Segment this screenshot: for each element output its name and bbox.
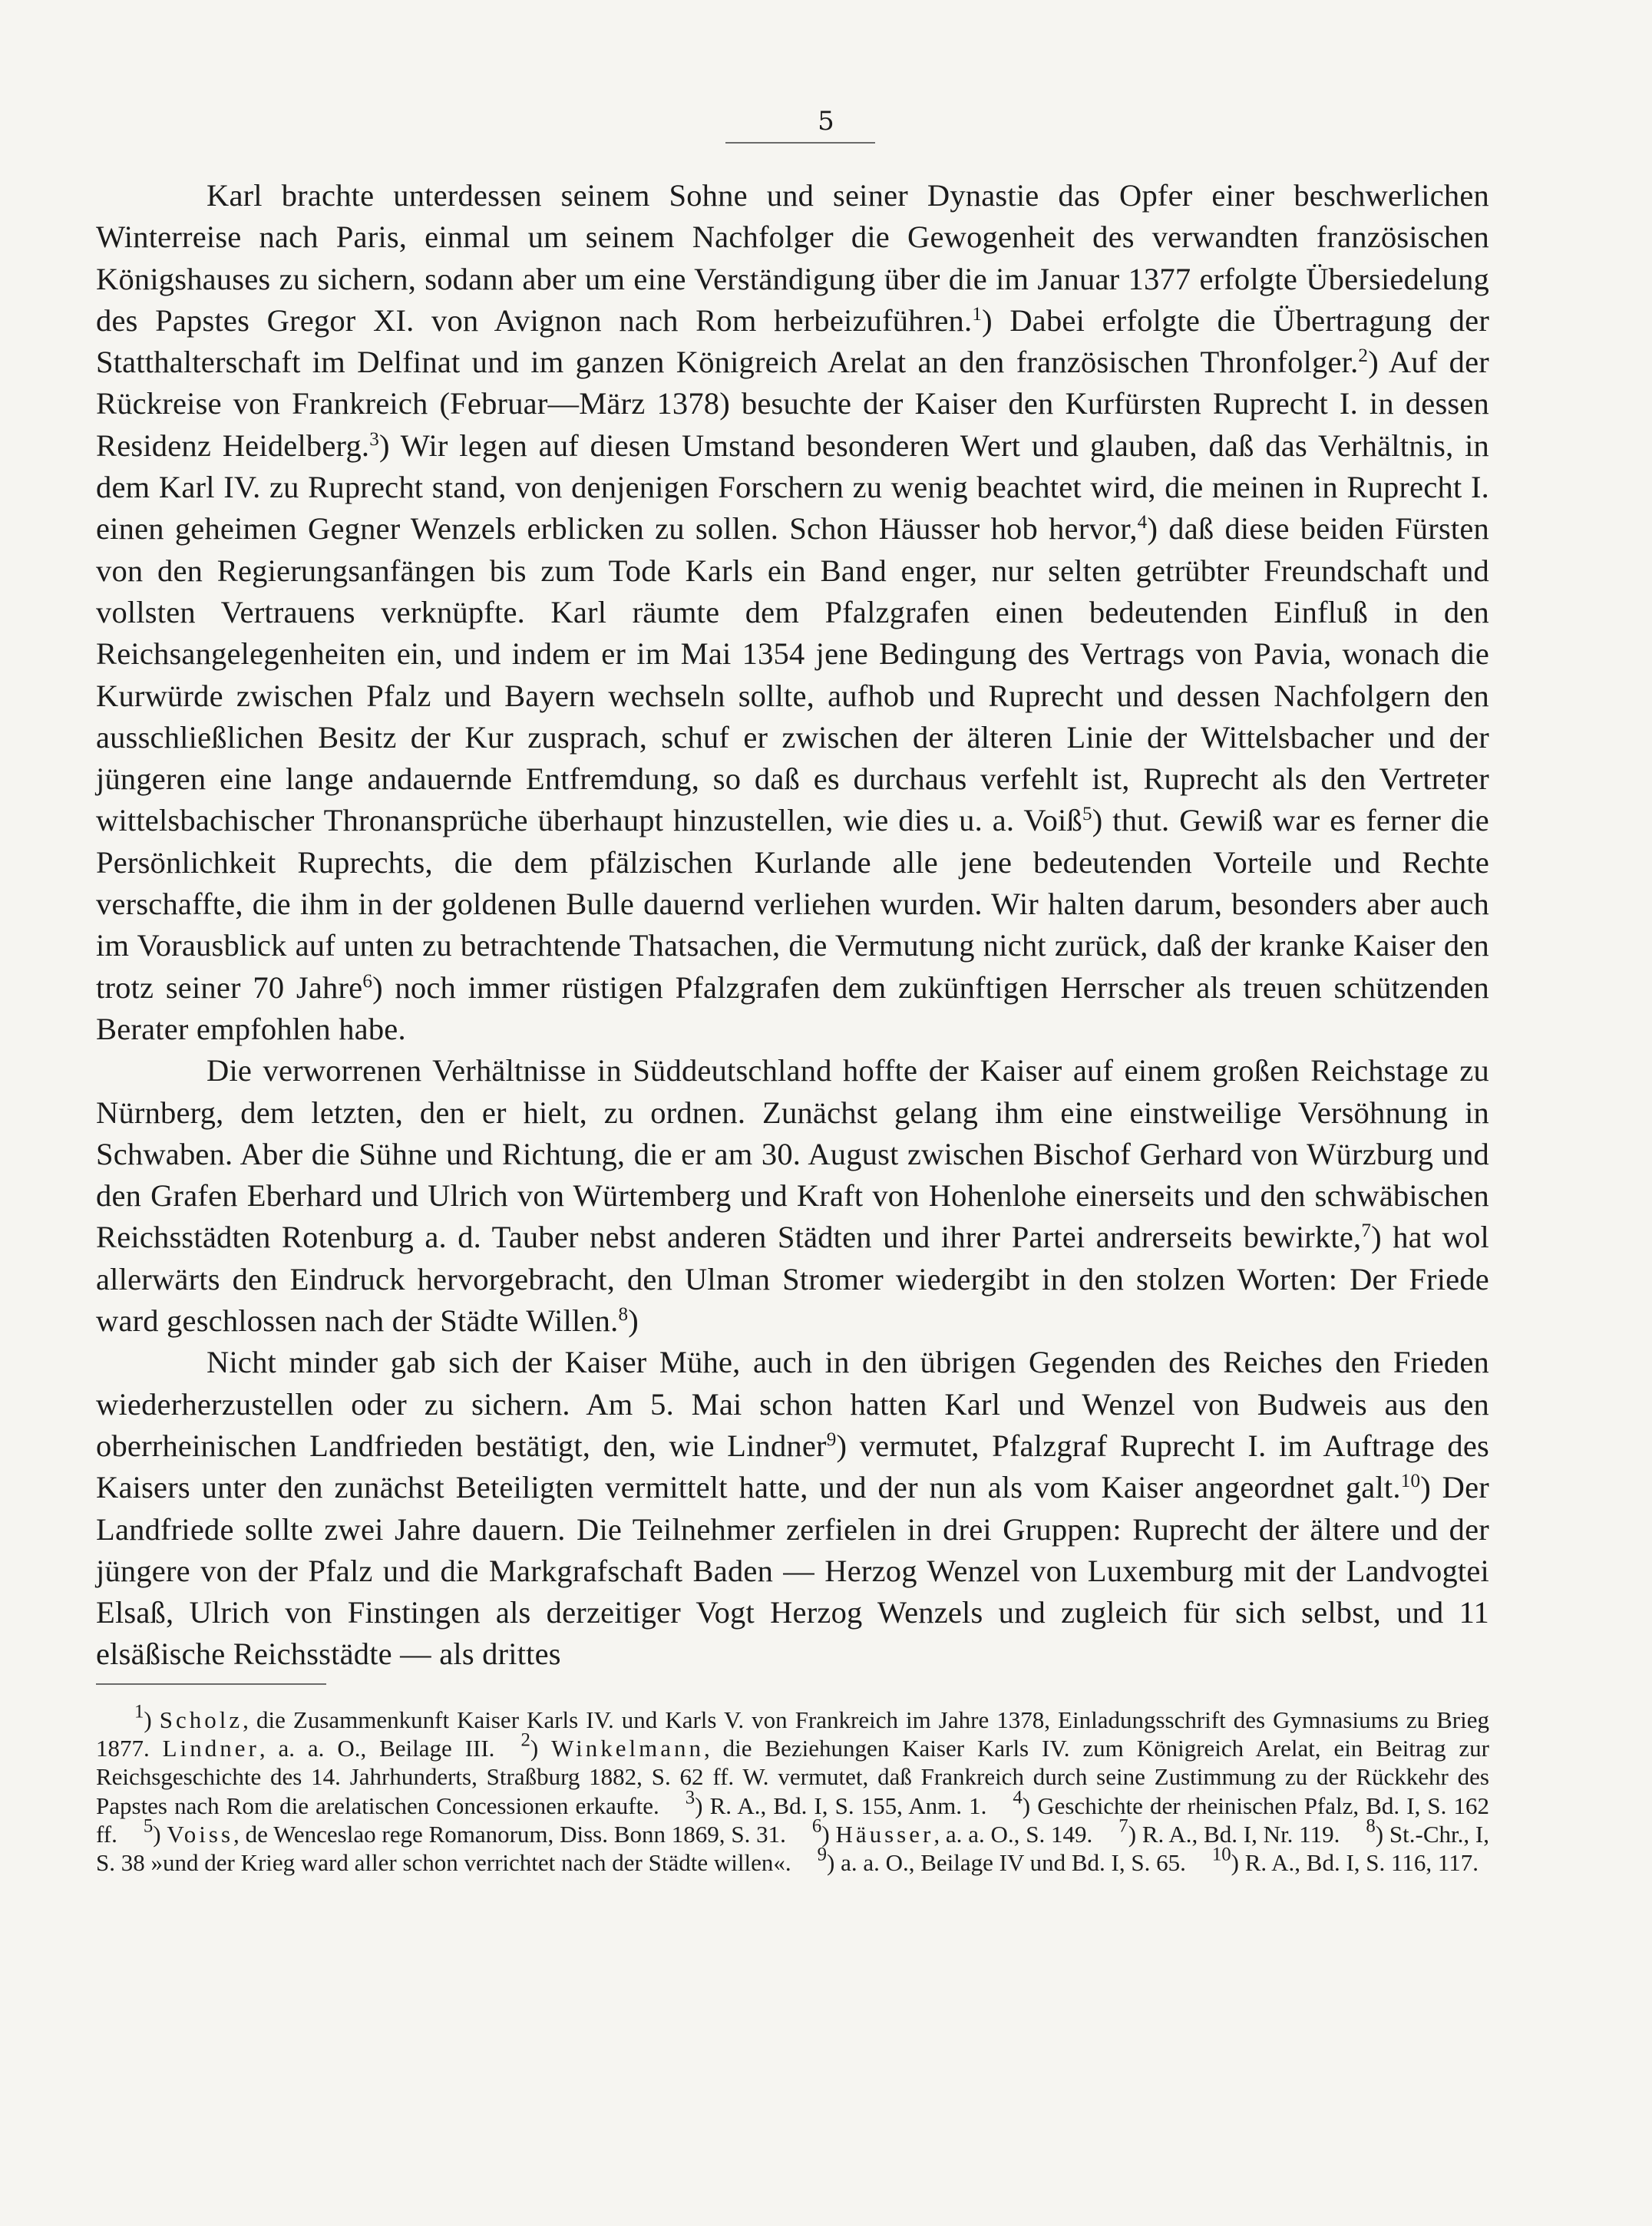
footnote-ref-10: 10 <box>1400 1471 1421 1492</box>
footnote-ref-7: 7 <box>1361 1220 1372 1242</box>
paragraph-3: Nicht minder gab sich der Kaiser Mühe, auch in den übrigen Gegenden des Reiches den Frieden wiederherzustellen oder zu sichern. Am 5. Mai schon hatten Karl und Wenzel von Budweis aus den oberrheinischen Landfrieden bestätigt, den, wie Lindner$^9$) vermutet, Pfalzgraf Ruprecht I. im Auftrage des Kaisers unter den zunächst Beteiligten vermittelt hatte, und der nun als vom Kaiser angeordnet galt.$^{10}$) Der Landfriede sollte zwei Jahre dauern. Die Teilnehmer zerfielen in drei Gruppen: Ruprecht der ältere und der jüngere von der Pfalz und die Markgrafschaft Baden — Herzog Wenzel von Luxemburg mit der Landvogtei Elsaß, Ulrich von Finstingen als derzeitiger Vogt Herzog Wenzels und zugleich für sich selbst, und 11 elsäßische Reichsstädte — als drittes <box>96 1345 1489 1672</box>
footnote-6-author: Häusser <box>835 1820 934 1848</box>
footnote-ref-5: 5 <box>1082 804 1092 825</box>
footnote-10-text: R. A., Bd. I, S. 116, 117. <box>1244 1849 1479 1877</box>
footnote-ref-3: 3 <box>369 428 380 450</box>
footnote-separator <box>96 1683 326 1685</box>
footnote-6-number: 6 <box>811 1815 822 1837</box>
footnote-ref-8: 8 <box>618 1304 629 1326</box>
page-number: 5 <box>818 106 834 137</box>
footnote-4-text: Geschichte der rheinischen Pfalz, Bd. I, S. 162 ff. <box>96 1792 1490 1848</box>
paragraph-1: Karl brachte unterdessen seinem Sohne und seiner Dynastie das Opfer einer beschwerlichen Winterreise nach Paris, einmal um seinem Nachfolger die Gewogenheit des verwandten französischen Königshauses zu sichern, sodann aber um eine Verständigung über die im Januar 1377 erfolgte Übersiedelung des Papstes Gregor XI. von Avignon nach Rom herbeizuführen.$^1$) Dabei erfolgte die Übertragung der Statthalterschaft im Delfinat und im ganzen Königreich Arelat an den französischen Thronfolger.$^2$) Auf der Rückreise von Frankreich (Februar—März 1378) besuchte der Kaiser den Kurfürsten Ruprecht I. in dessen Residenz Heidelberg.$^3$) Wir legen auf diesen Umstand besonderen Wert und glauben, daß das Verhältnis, in dem Karl IV. zu Ruprecht stand, von denjenigen Forschern zu wenig beachtet wird, die meinen in Ruprecht I. einen geheimen Gegner Wenzels erblicken zu sollen. Schon Häusser hob hervor,$^4$) daß diese beiden Fürsten von den Regierungsanfängen bis zum Tode Karls ein Band enger, nur selten getrübter Freundschaft und vollsten Vertrauens verknüpfte. Karl räumte dem Pfalzgrafen einen bedeutenden Einfluß in den Reichsangelegenheiten ein, und indem er im Mai 1354 jene Bedingung des Vertrags von Pavia, wonach die Kurwürde zwischen Pfalz und Bayern wechseln sollte, aufhob und Ruprecht und dessen Nachfolgern den ausschließlichen Besitz der Kur zusprach, schuf er zwischen der älteren Linie der Wittelsbacher und der jüngeren eine lange andauernde Entfremdung, so daß es durchaus verfehlt ist, Ruprecht als den Vertreter wittelsbachischer Thronansprüche überhaupt hinzustellen, wie dies u. a. Voiß$^5$) thut. Gewiß war es ferner die Persönlichkeit Ruprechts, die dem pfälzischen Kurlande alle jene bedeutenden Vorteile und Rechte verschaffte, die ihm in der goldenen Bulle dauernd verliehen wurden. Wir halten darum, besonders aber auch im Vorausblick auf unten zu betrachtende Thatsachen, die Vermutung nicht zurück, daß der kranke Kaiser den trotz seiner 70 Jahre$^6$) noch immer rüstigen Pfalzgrafen dem zukünftigen Herrscher als treuen schützenden Berater empfohlen habe. <box>96 178 1490 1046</box>
footnote-ref-1: 1 <box>972 304 983 325</box>
footnote-3-text: R. A., Bd. I, S. 155, Anm. 1. <box>709 1792 987 1819</box>
footnote-9-number: 9 <box>817 1844 828 1865</box>
footnote-4-number: 4 <box>1013 1786 1023 1808</box>
footnote-2-number: 2 <box>520 1729 530 1751</box>
footnote-8-number: 8 <box>1366 1815 1376 1837</box>
footnote-ref-4: 4 <box>1137 512 1148 533</box>
main-text <box>96 175 1489 1676</box>
footnote-1-author-2: Lindner <box>162 1735 259 1762</box>
footnote-ref-2: 2 <box>1358 345 1369 367</box>
footnote-1-number: 1 <box>134 1701 144 1722</box>
footnote-7-text: R. A., Bd. I, Nr. 119. <box>1142 1820 1340 1848</box>
footnote-ref-6: 6 <box>362 970 373 992</box>
footnote-7-number: 7 <box>1118 1815 1128 1837</box>
paragraph-2: Die verworrenen Verhältnisse in Süddeutschland hoffte der Kaiser auf einem großen Reichstage zu Nürnberg, dem letzten, den er hielt, zu ordnen. Zunächst gelang ihm eine einstweilige Versöhnung in Schwaben. Aber die Sühne und Richtung, die er am 30. August zwischen Bischof Gerhard von Würzburg und den Grafen Eberhard und Ulrich von Würtemberg und Kraft von Hohenlohe einerseits und den schwäbischen Reichsstädten Rotenburg a. d. Tauber nebst anderen Städten und ihrer Partei andrerseits bewirkte,$^7$) hat wol allerwärts den Eindruck hervorgebracht, den Ulman Stromer wiedergibt in den stolzen Worten: Der Friede ward geschlossen nach der Städte Willen.$^8$) <box>96 1053 1490 1339</box>
footnote-9-text: a. a. O., Beilage IV und Bd. I, S. 65. <box>841 1849 1186 1877</box>
footnote-ref-9: 9 <box>826 1429 837 1451</box>
footnote-5-author: Voiss <box>167 1820 234 1848</box>
footnote-3-number: 3 <box>685 1786 695 1808</box>
footnote-5-number: 5 <box>143 1815 154 1837</box>
footnote-2-author: Winkelmann <box>551 1735 704 1762</box>
footnote-8-text: St.-Chr., I, S. 38 »und der Krieg ward aller schon verrichtet nach der Städte willen«. <box>96 1820 1489 1877</box>
footnote-10-number: 10 <box>1211 1844 1231 1865</box>
page-number-rule <box>725 142 875 144</box>
footnote-1-author: Scholz <box>159 1706 243 1733</box>
footnotes: $^1$) Scholz, die Zusammenkunft Kaiser Karls IV. und Karls V. von Frankreich im Jahre 1378, Einladungsschrift des Gymnasiums zu Brieg 1877. Lindner, a. a. O., Beilage III. $^2$) Winkelmann, die Beziehungen Kaiser Karls IV. zum Königreich Arelat, ein Beitrag zur Reichsgeschichte des 14. Jahrhunderts, Straßburg 1882, S. 62 ff. W. vermutet, daß Frankreich durch seine Zustimmung zu der Rückkehr des Papstes nach Rom die arelatischen Concessionen erkaufte. $^3$) R. A., Bd. I, S. 155, Anm. 1. $^4$) Geschichte der rheinischen Pfalz, Bd. I, S. 162 ff. $^5$) Voiss, de Wenceslao rege Romanorum, Diss. Bonn 1869, S. 31. $^6$) Häusser, a. a. O., S. 149. $^7$) R. A., Bd. I, Nr. 119. $^8$) St.-Chr., I, S. 38 »und der Krieg ward aller schon verrichtet nach der Städte willen«. $^9$) a. a. O., Beilage IV und Bd. I, S. 65. $^{10}$) R. A., Bd. I, S. 116, 117. <box>96 1701 1490 1877</box>
